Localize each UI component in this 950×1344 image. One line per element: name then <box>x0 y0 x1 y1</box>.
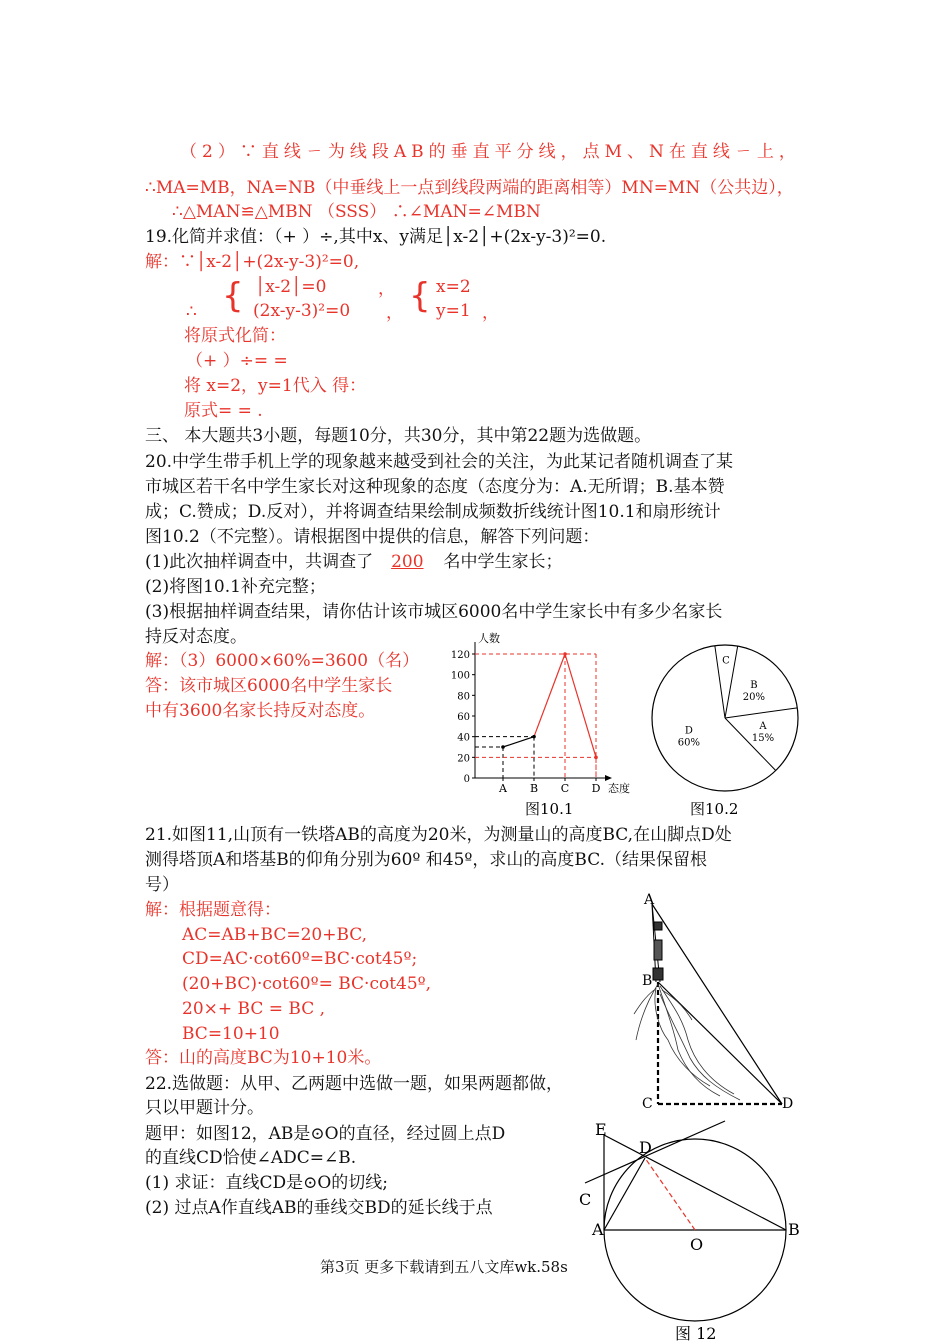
brace-left-1: { <box>222 276 244 316</box>
q21-line3: 号） <box>145 875 179 895</box>
section3-heading: 三、 本大题共3小题，每题10分，共30分，其中第22题为选做题。 <box>145 426 652 446</box>
q19-question: 19.化简并求值：（+ ）÷,其中x、y满足│x-2│+(2x-y-3)²=0. <box>145 227 607 247</box>
y-tick-label-60: 60 <box>457 712 470 723</box>
q21-step5: 20×+ BC = BC , <box>182 999 326 1019</box>
figure-10-2-caption: 图10.2 <box>690 800 739 818</box>
q22-line5: (1) 求证：直线CD是⊙O的切线; <box>145 1173 389 1193</box>
q20-part1-pre: (1)此次抽样调查中，共调查了 <box>145 552 374 572</box>
fig12-caption: 图 12 <box>675 1324 717 1343</box>
figure-11-tower-diagram <box>630 890 810 1120</box>
q18-line3: ∴△MAN≌△MBN （SSS） ∴∠MAN=∠MBN <box>172 202 541 222</box>
q20-part3a: (3)根据抽样调查结果，请你估计该市城区6000名中学生家长中有多少名家长 <box>145 602 723 622</box>
q19-sys1b: (2x-y-3)²=0 <box>253 301 351 321</box>
q19-comma1b: ， <box>386 303 403 323</box>
q20-part1 <box>145 551 563 573</box>
q20-solution2: 答：该市城区6000名中学生家长 <box>145 676 393 696</box>
q19-step5: （+ ）÷= = <box>186 351 288 371</box>
q18-line2: ∴MA=MB，NA=NB（中垂线上一点到线段两端的距离相等）MN=MN（公共边）， <box>145 178 794 198</box>
q21-step6: BC=10+10 <box>182 1024 280 1044</box>
q20-solution3: 中有3600名家长持反对态度。 <box>145 701 376 721</box>
page-footer: 第3页 更多下载请到五八文库wk.58s <box>320 1258 568 1276</box>
q19-sys1a: │x-2│=0 <box>255 277 327 297</box>
q19-comma2: ， <box>482 303 499 323</box>
pie-label-A: A <box>759 721 767 733</box>
fig12-label-O: O <box>690 1235 704 1254</box>
q19-comma1a: ， <box>378 279 395 299</box>
series-segment-BC <box>534 654 565 737</box>
figure-10-1-line-chart <box>440 630 640 825</box>
pie-percent-B: 20% <box>742 692 765 704</box>
y-tick-label-100: 100 <box>450 670 470 682</box>
y-tick-label-40: 40 <box>457 732 470 744</box>
line-AD <box>604 1158 645 1230</box>
fig11-label-A: A <box>644 892 655 908</box>
fig11-label-D: D <box>782 1096 794 1112</box>
fig11-label-B: B <box>642 973 653 989</box>
q20-line3: 成；C.赞成；D.反对），并将调查结果绘制成频数折线统计图10.1和扇形统计 <box>145 502 721 522</box>
y-tick-label-120: 120 <box>450 650 470 661</box>
figure-10-2-pie-chart <box>645 640 805 825</box>
q22-line1: 22.选做题：从甲、乙两题中选做一题，如果两题都做， <box>145 1074 564 1094</box>
series-segment-AB <box>503 737 534 747</box>
q21-answer: 答：山的高度BC为10+10米。 <box>145 1048 382 1068</box>
q19-step1: 解：∵│x-2│+(2x-y-3)²=0, <box>145 252 360 272</box>
q21-step3: CD=AC·cot60º=BC·cot45º; <box>182 949 418 969</box>
data-point-D <box>594 756 598 760</box>
q19-step6: 将 x=2，y=1代入 得： <box>184 376 367 396</box>
pie-label-B: B <box>750 680 758 692</box>
fig11-label-C: C <box>642 1096 653 1112</box>
q22-line6: (2) 过点A作直线AB的垂线交BD的延长线于点 <box>145 1198 493 1218</box>
figure-12-circle-diagram <box>575 1115 810 1344</box>
q22-line4: 的直线CD恰使∠ADC=∠B. <box>145 1148 357 1168</box>
x-axis-label: 态度 <box>608 782 630 795</box>
figure-10-1-caption: 图10.1 <box>525 800 574 818</box>
q20-line1: 20.中学生带手机上学的现象越来越受到社会的关注，为此某记者随机调查了某 <box>145 452 734 472</box>
series-segment-CD <box>565 654 596 757</box>
q20-part1-answer: 200 <box>391 552 424 572</box>
x-tick-label-A: A <box>499 782 507 795</box>
mountain-shape <box>634 984 740 1100</box>
pie-label-C: C <box>722 655 730 667</box>
q20-part2: (2)将图10.1补充完整； <box>145 577 326 597</box>
q20-solution1: 解：（3）6000×60%=3600（名） <box>145 651 420 671</box>
q20-part1-post: 名中学生家长； <box>443 552 563 572</box>
q19-therefore: ∴ <box>186 302 197 322</box>
q19-step7: 原式= = . <box>184 401 263 421</box>
fig12-label-C: C <box>579 1190 592 1209</box>
pie-radius-A <box>725 708 797 718</box>
y-axis-label: 人数 <box>478 632 500 645</box>
q21-step4: (20+BC)·cot60º= BC·cot45º, <box>182 974 432 994</box>
fig12-label-A: A <box>592 1220 604 1239</box>
q18-line1: （2）∵直线ㄧ为线段AB的垂直平分线，点M、N在直线ㄧ上， <box>180 142 801 162</box>
y-tick-label-0: 0 <box>463 774 470 785</box>
x-tick-label-D: D <box>591 782 601 795</box>
x-tick-label-C: C <box>560 782 570 795</box>
q20-line4: 图10.2（不完整）。请根据图中提供的信息，解答下列问题： <box>145 527 600 547</box>
q22-line3: 题甲：如图12，AB是⊙O的直径，经过圆上点D <box>145 1124 506 1144</box>
q21-step2: AC=AB+BC=20+BC, <box>182 925 368 945</box>
y-tick-label-20: 20 <box>457 753 470 765</box>
q21-line1: 21.如图11,山顶有一铁塔AB的高度为20米，为测量山的高度BC,在山脚点D处 <box>145 825 732 845</box>
q19-step4: 将原式化简： <box>184 326 286 346</box>
pie-percent-D: 60% <box>677 737 701 749</box>
x-tick-label-B: B <box>529 782 539 795</box>
y-tick-label-80: 80 <box>457 691 470 703</box>
q21-line2: 测得塔顶A和塔基B的仰角分别为60º 和45º，求山的高度BC.（结果保留根 <box>145 850 708 870</box>
q19-sys2a: x=2 <box>436 277 471 297</box>
pie-percent-A: 15% <box>751 733 775 745</box>
q22-line2: 只以甲题计分。 <box>145 1098 264 1118</box>
data-point-A <box>501 745 505 749</box>
data-point-C <box>563 652 567 656</box>
tower-shape <box>652 904 663 982</box>
q20-part3b: 持反对态度。 <box>145 627 247 647</box>
fig12-label-B: B <box>788 1220 800 1239</box>
data-point-B <box>532 735 536 739</box>
q20-line2: 市城区若干名中学生家长对这种现象的态度（态度分为：A.无所谓；B.基本赞 <box>145 477 725 497</box>
fig12-label-E: E <box>595 1120 607 1139</box>
fig12-label-D: D <box>639 1138 652 1157</box>
pie-label-D: D <box>684 725 693 737</box>
pie-radius-D <box>725 718 776 771</box>
q21-step1: 解：根据题意得： <box>145 900 281 920</box>
brace-left-2: { <box>409 276 431 316</box>
q19-sys2b: y=1 <box>436 301 471 321</box>
